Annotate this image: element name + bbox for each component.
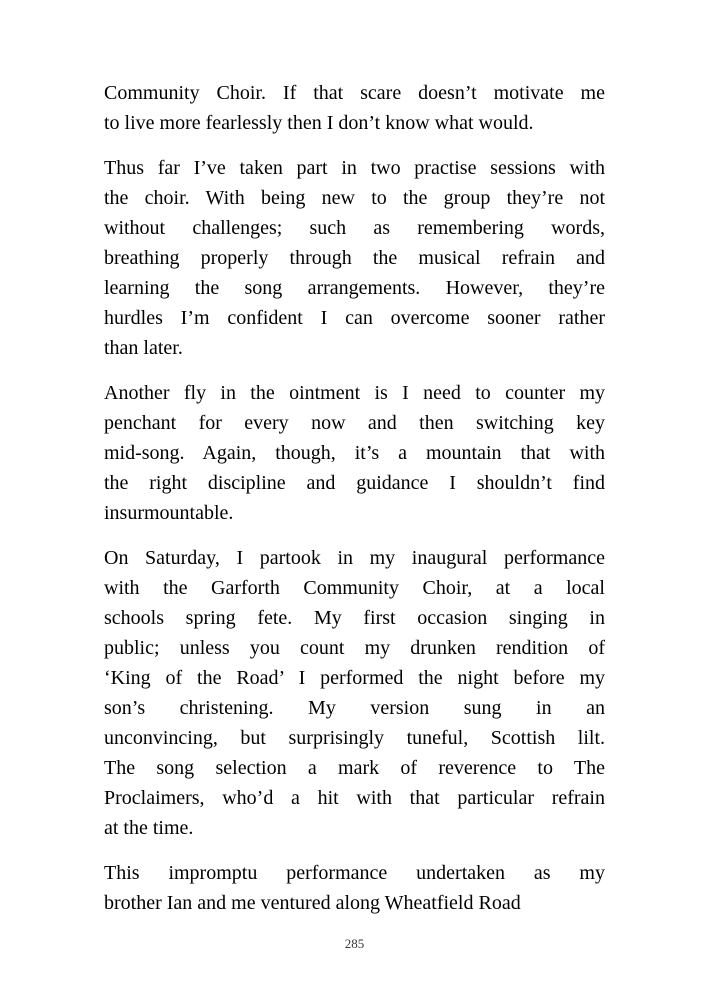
text-line: This impromptu performance undertaken as my <box>104 862 605 884</box>
text-line: The song selection a mark of reverence to The <box>104 757 605 779</box>
text-line: the choir. With being new to the group they’re not <box>104 187 605 209</box>
text-line: penchant for every now and then switching key <box>104 412 605 434</box>
text-line: at the time. <box>104 817 194 839</box>
text-line: with the Garforth Community Choir, at a local <box>104 577 605 599</box>
text-line: hurdles I’m confident I can overcome sooner rather <box>104 307 605 329</box>
text-line: Thus far I’ve taken part in two practise sessions with <box>104 157 605 179</box>
text-line: to live more fearlessly then I don’t know what would. <box>104 112 534 134</box>
text-line: schools spring fete. My first occasion singing in <box>104 607 605 629</box>
text-line: Proclaimers, who’d a hit with that particular refrain <box>104 787 605 809</box>
paragraph <box>104 543 605 843</box>
text-line: son’s christening. My version sung in an <box>104 697 605 719</box>
text-line: than later. <box>104 337 183 359</box>
text-line: the right discipline and guidance I shouldn’t find <box>104 472 605 494</box>
text-line: without challenges; such as remembering words, <box>104 217 605 239</box>
page-paragraphs <box>104 78 605 933</box>
paragraph <box>104 153 605 363</box>
text-line: public; unless you count my drunken rendition of <box>104 637 605 659</box>
paragraph <box>104 858 605 918</box>
text-line: insurmountable. <box>104 502 234 524</box>
text-line: Another fly in the ointment is I need to counter my <box>104 382 605 404</box>
page-number: 285 <box>344 936 365 951</box>
text-line: ‘King of the Road’ I performed the night before my <box>104 667 605 689</box>
text-line: learning the song arrangements. However, they’re <box>104 277 605 299</box>
text-line: unconvincing, but surprisingly tuneful, Scottish lilt. <box>104 727 605 749</box>
text-line: breathing properly through the musical refrain and <box>104 247 605 269</box>
text-line: On Saturday, I partook in my inaugural performance <box>104 547 605 569</box>
text-line: Community Choir. If that scare doesn’t motivate me <box>104 82 605 104</box>
text-line: mid-song. Again, though, it’s a mountain that with <box>104 442 605 464</box>
paragraph <box>104 378 605 528</box>
text-line: brother Ian and me ventured along Wheatfield Road <box>104 892 521 914</box>
paragraph <box>104 78 605 138</box>
